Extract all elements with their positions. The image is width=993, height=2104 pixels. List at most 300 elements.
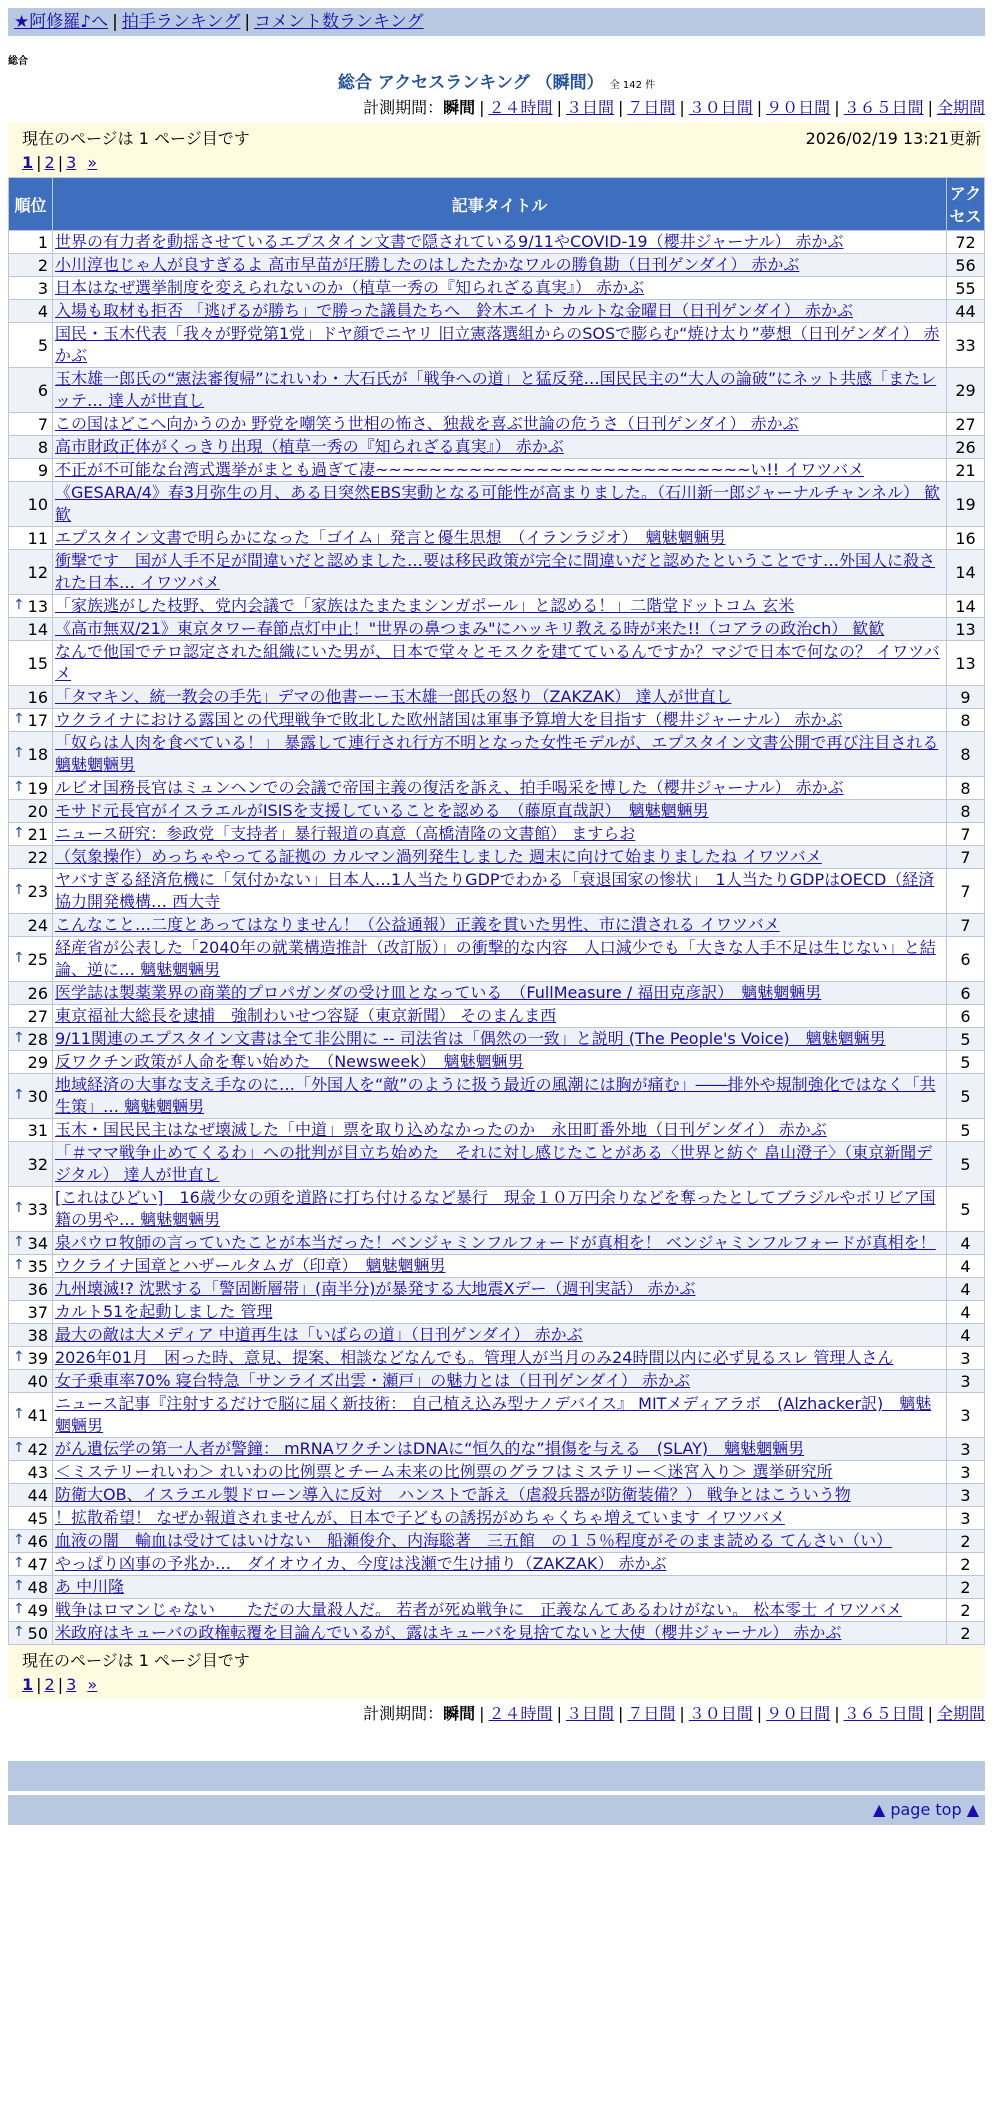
table-row — [9, 1119, 985, 1142]
article-link[interactable]: 玉木雄一郎氏の“憲法審復帰”にれいわ・大石氏が「戦争への道」と猛反発…国民民主の“大人の論破”にネット共感「またレッテ… 達人が世直し — [55, 369, 937, 410]
article-link[interactable]: 最大の敵は大メディア 中道再生は「いばらの道」（日刊ゲンダイ） 赤かぶ — [55, 1325, 583, 1344]
access-count: 3 — [947, 1461, 985, 1484]
rank-number: 45 — [27, 1508, 48, 1528]
rank-number: 47 — [27, 1554, 48, 1574]
pager-spacer — [79, 153, 84, 172]
article-link[interactable]: 東京福祉大総長を逮捕 強制わいせつ容疑（東京新聞） そのまんま西 — [55, 1006, 557, 1025]
article-link[interactable]: あ 中川隆 — [55, 1577, 125, 1596]
rank-cell — [9, 1074, 53, 1119]
article-link[interactable]: 不正が不可能な台湾式選挙がまとも過ぎて凄~~~~~~~~~~~~~~~~~~~~~~~~~~~~い!! イワツバメ — [55, 460, 864, 479]
article-link[interactable]: 反ワクチン政策が人命を奪い始めた （Newsweek） 魑魅魍魎男 — [55, 1052, 524, 1071]
period-link[interactable]: ９０日間 — [766, 98, 831, 117]
header-title: 記事タイトル — [53, 178, 947, 231]
article-link[interactable]: モサド元長官がイスラエルがISISを支援していることを認める （藤原直哉訳） 魑魅魍魎男 — [55, 801, 709, 820]
article-link[interactable]: ニュース記事『注射するだけで脳に届く新技術： 自己植え込み型ナノデバイス』 MITメディアラボ (Alzhacker訳) 魑魅魍魎男 — [55, 1394, 932, 1435]
rank-number: 16 — [27, 687, 48, 707]
title-cell — [53, 869, 947, 914]
rank-number: 26 — [27, 983, 48, 1003]
article-link[interactable]: 日本はなぜ選挙制度を変えられないのか（植草一秀の『知られざる真実』） 赤かぶ — [55, 278, 645, 297]
title-cell — [53, 1576, 947, 1599]
pager-spacer — [79, 1675, 84, 1694]
access-count: 14 — [947, 550, 985, 595]
period-link[interactable]: ９０日間 — [766, 1704, 831, 1723]
rank-cell — [9, 732, 53, 777]
table-row — [9, 1255, 985, 1278]
access-count: 8 — [947, 709, 985, 732]
rank-number: 4 — [37, 301, 48, 321]
table-row — [9, 618, 985, 641]
access-count: 4 — [947, 1232, 985, 1255]
rank-cell — [9, 1370, 53, 1393]
period-separator: | — [679, 98, 685, 117]
access-count: 6 — [947, 1005, 985, 1028]
access-count: 19 — [947, 482, 985, 527]
title-cell — [53, 1484, 947, 1507]
rank-number: 42 — [27, 1439, 48, 1459]
title-cell — [53, 1051, 947, 1074]
title-cell — [53, 1301, 947, 1324]
access-count: 27 — [947, 413, 985, 436]
updated-time: 2026/02/19 13:21更新 — [805, 129, 981, 148]
table-row — [9, 1232, 985, 1255]
article-link[interactable]: 防衛大OB、イスラエル製ドローン導入に反対 ハンストで訴え（虐殺兵器が防衛装備？） 戦争とはこういう物 — [55, 1485, 851, 1504]
rank-number: 5 — [37, 335, 48, 355]
table-row — [9, 1393, 985, 1438]
rank-number: 9 — [37, 460, 48, 480]
access-count: 29 — [947, 368, 985, 413]
access-count: 4 — [947, 1301, 985, 1324]
title-cell — [53, 1622, 947, 1645]
total-count: 全 142 件 — [609, 80, 656, 91]
up-arrow-icon: ↑ — [13, 744, 25, 761]
article-link[interactable]: 泉パウロ牧師の言っていたことが本当だった！ベンジャミンフルフォードが真相を！ ベンジャミンフルフォードが真相を！ — [55, 1233, 936, 1252]
period-separator: | — [834, 98, 840, 117]
article-link[interactable]: 「＃ママ戦争止めてくるわ」への批判が目立ち始めた それに対し感じたことがある〈世界と紡ぐ 畠山澄子〉（東京新聞デジタル） 達人が世直し — [55, 1143, 933, 1184]
access-count: 4 — [947, 1255, 985, 1278]
up-arrow-icon: ↑ — [13, 881, 25, 898]
article-link[interactable]: 戦争はロマンじゃない ただの大量殺人だ。 若者が死ぬ戦争に 正義なんてあるわけがない。 松本零士 イワツバメ — [55, 1600, 902, 1619]
table-row — [9, 641, 985, 686]
rank-cell — [9, 1051, 53, 1074]
title-cell — [53, 436, 947, 459]
article-link[interactable]: 2026年01月 困った時、意見、提案、相談などなんでも。管理人が当月のみ24時間以内に必ず見るスレ 管理人さん — [55, 1348, 894, 1367]
title-cell — [53, 1028, 947, 1051]
table-row — [9, 459, 985, 482]
rank-number: 46 — [27, 1531, 48, 1551]
article-link[interactable]: 米政府はキューバの政権転覆を目論んでいるが、露はキューバを見捨てないと大使（櫻井ジャーナル） 赤かぶ — [55, 1623, 842, 1642]
period-link[interactable]: ７日間 — [627, 1704, 676, 1723]
rank-number: 3 — [37, 278, 48, 298]
period-link[interactable]: ７日間 — [627, 98, 676, 117]
up-arrow-icon: ↑ — [13, 710, 25, 727]
rank-cell — [9, 1622, 53, 1645]
home-link[interactable]: ★阿修羅♪へ — [14, 12, 109, 32]
page-top-link[interactable]: ▲ page top ▲ — [872, 1800, 979, 1819]
article-link[interactable]: この国はどこへ向かうのか 野党を嘲笑う世相の怖さ、独裁を喜ぶ世論の危うさ（日刊ゲンダイ） 赤かぶ — [55, 414, 799, 433]
rank-cell — [9, 1005, 53, 1028]
period-separator: | — [756, 1704, 763, 1723]
article-link[interactable]: 入場も取材も拒否 「逃げるが勝ち」で勝った議員たちへ 鈴木エイト カルトな金曜日（日刊ゲンダイ） 赤かぶ — [55, 301, 853, 320]
rank-cell — [9, 231, 53, 254]
access-count: 9 — [947, 686, 985, 709]
article-link[interactable]: 9/11関連のエプスタイン文書は全て非公開に -- 司法省は「偶然の一致」と説明 (The People's Voice) 魑魅魍魎男 — [55, 1029, 886, 1048]
article-link[interactable]: 地域経済の大事な支え手なのに…「外国人を“敵”のように扱う最近の風潮には胸が痛む」――排外や規制強化ではなく「共生策」… 魑魅魍魎男 — [55, 1075, 936, 1116]
table-row — [9, 1028, 985, 1051]
title-cell — [53, 231, 947, 254]
article-link[interactable]: なんで他国でテロ認定された組織にいた男が、日本で堂々とモスクを建てているんですか？マジで日本で何なの？ イワツバメ — [55, 642, 940, 683]
rank-cell — [9, 1255, 53, 1278]
rank-number: 50 — [27, 1623, 48, 1643]
article-link[interactable]: ヤバすぎる経済危機に「気付かない」日本人…1人当たりGDPでわかる「衰退国家の惨状」 1人当たりGDPはOECD（経済協力開発機構… 西大寺 — [55, 870, 935, 911]
pager-next-link[interactable]: » — [87, 153, 98, 172]
table-row — [9, 527, 985, 550]
period-separator: | — [556, 98, 562, 117]
pager-separator: | — [57, 1675, 64, 1694]
top-nav-bar — [8, 8, 985, 36]
rank-number: 35 — [27, 1256, 48, 1276]
current-page-text: 現在のページは 1 ページ目です — [22, 129, 250, 148]
access-count: 3 — [947, 1484, 985, 1507]
article-link[interactable]: ニュース研究：参政党「支持者」暴行報道の真意（高橋清隆の文書館） ますらお — [55, 824, 636, 843]
period-separator: | — [927, 1704, 933, 1723]
title-cell — [53, 595, 947, 618]
table-row — [9, 937, 985, 982]
up-arrow-icon: ↑ — [13, 1199, 25, 1216]
table-row — [9, 1324, 985, 1347]
rank-cell — [9, 869, 53, 914]
page-info-bottom — [8, 1645, 985, 1699]
access-count: 13 — [947, 618, 985, 641]
rank-cell — [9, 1324, 53, 1347]
title-cell — [53, 254, 947, 277]
title-cell — [53, 1232, 947, 1255]
rank-number: 2 — [37, 255, 48, 275]
rank-number: 12 — [27, 562, 48, 582]
article-link[interactable]: 衝撃です 国が人手不足が間違いだと認めました…要は移民政策が完全に間違いだと認めたということです…外国人に殺された日本… イワツバメ — [55, 551, 936, 592]
article-link[interactable]: 世界の有力者を動揺させているエプスタイン文書で隠されている9/11やCOVID-19（櫻井ジャーナル） 赤かぶ — [55, 232, 844, 251]
rank-cell — [9, 277, 53, 300]
table-row — [9, 1484, 985, 1507]
period-separator: | — [756, 98, 763, 117]
access-count: 2 — [947, 1622, 985, 1645]
period-link[interactable]: ３０日間 — [688, 98, 753, 117]
access-count: 14 — [947, 595, 985, 618]
rank-cell — [9, 436, 53, 459]
access-count: 2 — [947, 1553, 985, 1576]
table-row — [9, 823, 985, 846]
title-cell — [53, 368, 947, 413]
rank-number: 37 — [27, 1302, 48, 1322]
ranking-title: 総合 アクセスランキング （瞬間） — [337, 73, 604, 93]
period-separator: | — [479, 1704, 485, 1723]
title-cell — [53, 982, 947, 1005]
rank-number: 11 — [27, 528, 48, 548]
up-arrow-icon: ↑ — [13, 949, 25, 966]
access-count: 8 — [947, 777, 985, 800]
rank-number: 6 — [37, 380, 48, 400]
access-count: 4 — [947, 1278, 985, 1301]
up-arrow-icon: ↑ — [13, 1233, 25, 1250]
rank-number: 44 — [27, 1485, 48, 1505]
period-label: 計測期間： — [363, 98, 444, 117]
article-link[interactable]: カルト51を起動しました 管理 — [55, 1302, 273, 1321]
pager-next-link[interactable]: » — [87, 1675, 98, 1694]
table-row — [9, 1438, 985, 1461]
up-arrow-icon: ↑ — [13, 824, 25, 841]
title-cell — [53, 1530, 947, 1553]
table-row — [9, 436, 985, 459]
up-arrow-icon: ↑ — [13, 1531, 25, 1548]
table-row — [9, 277, 985, 300]
rank-number: 27 — [27, 1006, 48, 1026]
title-cell — [53, 1393, 947, 1438]
table-row — [9, 709, 985, 732]
title-cell — [53, 1438, 947, 1461]
rank-number: 15 — [27, 653, 48, 673]
access-count: 3 — [947, 1347, 985, 1370]
rank-cell — [9, 914, 53, 937]
title-cell — [53, 527, 947, 550]
page-top-bar — [8, 1795, 985, 1825]
rank-cell — [9, 1484, 53, 1507]
table-row — [9, 732, 985, 777]
rank-number: 31 — [27, 1120, 48, 1140]
rank-cell — [9, 1028, 53, 1051]
title-cell — [53, 413, 947, 436]
period-link[interactable]: ３６５日間 — [843, 98, 924, 117]
pager-link[interactable]: 2 — [44, 153, 55, 172]
article-link[interactable]: ウクライナにおける露国との代理戦争で敗北した欧州諸国は軍事予算増大を目指す（櫻井ジャーナル） 赤かぶ — [55, 710, 843, 729]
pager-link[interactable]: 3 — [66, 1675, 77, 1694]
article-link[interactable]: がん遺伝学の第一人者が警鐘： mRNAワクチンはDNAに“恒久的な”損傷を与える (SLAY) 魑魅魍魎男 — [55, 1439, 805, 1458]
comment-ranking-link[interactable]: コメント数ランキング — [254, 12, 424, 32]
rank-cell — [9, 1438, 53, 1461]
table-row — [9, 1576, 985, 1599]
access-count: 8 — [947, 732, 985, 777]
title-cell — [53, 459, 947, 482]
period-link[interactable]: 全期間 — [936, 1704, 985, 1723]
table-row — [9, 1599, 985, 1622]
rank-number: 23 — [27, 881, 48, 901]
rank-cell — [9, 686, 53, 709]
rank-cell — [9, 550, 53, 595]
rank-cell — [9, 982, 53, 1005]
title-cell — [53, 800, 947, 823]
rank-cell — [9, 300, 53, 323]
title-cell — [53, 1507, 947, 1530]
article-link[interactable]: 「家族逃がした枝野、党内会議で「家族はたまたまシンガポール」と認める！」二階堂ドットコム 玄米 — [55, 596, 795, 615]
nav-separator: | — [244, 12, 251, 32]
access-count: 7 — [947, 869, 985, 914]
article-link[interactable]: 九州壊滅!? 沈黙する「警固断層帯」(南半分)が暴発する大地震Xデー（週刊実話） 赤かぶ — [55, 1279, 696, 1298]
article-link[interactable]: 《GESARA/4》春3月弥生の月、ある日突然EBS実動となる可能性が高まりました。（石川新一郎ジャーナルチャンネル） 歓歓 — [55, 483, 941, 524]
access-count: 44 — [947, 300, 985, 323]
access-count: 3 — [947, 1393, 985, 1438]
period-link[interactable]: ３６５日間 — [843, 1704, 924, 1723]
period-label: 計測期間： — [363, 1704, 444, 1723]
access-count: 6 — [947, 982, 985, 1005]
access-count: 55 — [947, 277, 985, 300]
rank-cell — [9, 1142, 53, 1187]
title-cell — [53, 709, 947, 732]
article-link[interactable]: [これはひどい] 16歳少女の頭を道路に打ち付けるなど暴行 現金１０万円余りなどを奪ったとしてブラジルやボリビア国籍の男や… 魑魅魍魎男 — [55, 1188, 936, 1229]
ranking-table — [8, 177, 985, 1645]
article-link[interactable]: やっぱり凶事の予兆か… ダイオウイカ、今度は浅瀬で生け捕り（ZAKZAK） 赤かぶ — [55, 1554, 667, 1573]
rank-cell — [9, 1461, 53, 1484]
title-cell — [53, 1599, 947, 1622]
up-arrow-icon: ↑ — [13, 1577, 25, 1594]
article-link[interactable]: ＜ミステリーれいわ＞ れいわの比例票とチーム未来の比例票のグラフはミステリー＜迷宮入り＞ 選挙研究所 — [55, 1462, 833, 1481]
title-cell — [53, 937, 947, 982]
section-tag: 総合 — [8, 56, 28, 67]
period-link[interactable]: ２４時間 — [488, 98, 553, 117]
access-count: 26 — [947, 436, 985, 459]
table-row — [9, 254, 985, 277]
rank-cell — [9, 1599, 53, 1622]
rank-cell — [9, 459, 53, 482]
up-arrow-icon: ↑ — [13, 1348, 25, 1365]
article-link[interactable]: 「奴らは人肉を食べている！」 暴露して連行され行方不明となった女性モデルが、エプスタイン文書公開で再び注目される 魑魅魍魎男 — [55, 733, 939, 774]
title-cell — [53, 1187, 947, 1232]
article-link[interactable]: 経産省が公表した「2040年の就業構造推計（改訂版）」の衝撃的な内容 人口減少でも「大きな人手不足は生じない」と結論、逆に… 魑魅魍魎男 — [55, 938, 936, 979]
rank-cell — [9, 1278, 53, 1301]
rank-cell — [9, 618, 53, 641]
table-row — [9, 777, 985, 800]
title-cell — [53, 1142, 947, 1187]
access-count: 3 — [947, 1438, 985, 1461]
access-count: 7 — [947, 846, 985, 869]
article-link[interactable]: 玉木・国民民主はなぜ壊滅した「中道」票を取り込めなかったのか 永田町番外地（日刊ゲンダイ） 赤かぶ — [55, 1120, 827, 1139]
up-arrow-icon: ↑ — [13, 1439, 25, 1456]
access-count: 5 — [947, 1074, 985, 1119]
table-header-row — [9, 178, 985, 231]
title-cell — [53, 1347, 947, 1370]
table-row — [9, 595, 985, 618]
up-arrow-icon: ↑ — [13, 596, 25, 613]
page-info-top — [8, 123, 985, 177]
rank-cell — [9, 1530, 53, 1553]
title-cell — [53, 846, 947, 869]
rank-number: 29 — [27, 1052, 48, 1072]
article-link[interactable]: 血液の闇 輸血は受けてはいけない 船瀬俊介、内海聡著 三五館 の１５％程度がそのまま読める てんさい（い） — [55, 1531, 893, 1550]
period-selector — [0, 97, 985, 119]
table-row — [9, 800, 985, 823]
up-arrow-icon: ↑ — [13, 1623, 25, 1640]
title-cell — [53, 1324, 947, 1347]
title-cell — [53, 1255, 947, 1278]
title-cell — [53, 1553, 947, 1576]
rank-number: 43 — [27, 1462, 48, 1482]
article-link[interactable]: 医学誌は製薬業界の商業的プロパガンダの受け皿となっている （FullMeasure / 福田克彦訳） 魑魅魍魎男 — [55, 983, 822, 1002]
rank-number: 41 — [27, 1405, 48, 1425]
access-count: 5 — [947, 1028, 985, 1051]
title-cell — [53, 914, 947, 937]
access-count: 5 — [947, 1187, 985, 1232]
article-link[interactable]: 国民・玉木代表「我々が野党第1党」ドヤ顔でニヤリ 旧立憲落選組からのSOSで膨らむ“焼け太り”夢想（日刊ゲンダイ） 赤かぶ — [55, 324, 940, 365]
article-link[interactable]: 「タマキン、統一教会の手先」デマの他書ーー玉木雄一郎氏の怒り（ZAKZAK） 達人が世直し — [55, 687, 732, 706]
rank-number: 7 — [37, 414, 48, 434]
article-link[interactable]: こんなこと…二度とあってはなりません！（公益通報）正義を貫いた男性、市に潰される イワツバメ — [55, 915, 780, 934]
rank-cell — [9, 482, 53, 527]
applause-ranking-link[interactable]: 拍手ランキング — [121, 12, 241, 32]
pager-separator: | — [36, 1675, 42, 1694]
period-link[interactable]: ３日間 — [565, 1704, 614, 1723]
up-arrow-icon: ↑ — [13, 1554, 25, 1571]
article-link[interactable]: ルビオ国務長官はミュンヘンでの会議で帝国主義の復活を訴え、拍手喝采を博した（櫻井ジャーナル） 赤かぶ — [55, 778, 844, 797]
access-count: 13 — [947, 641, 985, 686]
table-row — [9, 1370, 985, 1393]
article-link[interactable]: ウクライナ国章とハザールタムガ（印章） 魑魅魍魎男 — [55, 1256, 446, 1275]
rank-cell — [9, 641, 53, 686]
rank-number: 1 — [37, 232, 48, 252]
rank-number: 30 — [27, 1086, 48, 1106]
period-link[interactable]: 全期間 — [936, 98, 985, 117]
rank-cell — [9, 823, 53, 846]
rank-cell — [9, 1301, 53, 1324]
rank-number: 49 — [27, 1600, 48, 1620]
table-row — [9, 1278, 985, 1301]
period-link[interactable]: ３日間 — [565, 98, 614, 117]
page-title — [0, 68, 993, 93]
article-link[interactable]: 小川淳也じゃ人が良すぎるよ 高市早苗が圧勝したのはしたたかなワルの勝負勘（日刊ゲンダイ） 赤かぶ — [55, 255, 800, 274]
access-count: 5 — [947, 1119, 985, 1142]
title-cell — [53, 1370, 947, 1393]
up-arrow-icon: ↑ — [13, 1405, 25, 1422]
rank-number: 10 — [27, 494, 48, 514]
period-link[interactable]: ３０日間 — [688, 1704, 753, 1723]
article-link[interactable]: ！拡散希望！ なぜか報道されませんが、日本で子どもの誘拐がめちゃくちゃ増えています イワツバメ — [55, 1508, 785, 1527]
rank-number: 48 — [27, 1577, 48, 1597]
pager-link[interactable]: 2 — [44, 1675, 55, 1694]
pager-separator: | — [36, 153, 42, 172]
footer-bar — [8, 1761, 985, 1791]
article-link[interactable]: 女子乗車率70% 寝台特急「サンライズ出雲・瀬戸」の魅力とは（日刊ゲンダイ） 赤かぶ — [55, 1371, 691, 1390]
period-separator: | — [617, 1704, 624, 1723]
pager-link[interactable]: 1 — [22, 153, 34, 172]
access-count: 2 — [947, 1576, 985, 1599]
header-rank: 順位 — [9, 178, 53, 231]
title-cell — [53, 641, 947, 686]
rank-number: 38 — [27, 1325, 48, 1345]
table-row — [9, 368, 985, 413]
access-count: 16 — [947, 527, 985, 550]
rank-number: 8 — [37, 437, 48, 457]
period-link[interactable]: ２４時間 — [488, 1704, 553, 1723]
pager-link[interactable]: 1 — [22, 1675, 34, 1694]
title-cell — [53, 482, 947, 527]
up-arrow-icon: ↑ — [13, 1256, 25, 1273]
article-link[interactable]: （気象操作）めっちゃやってる証拠の カルマン渦列発生しました 週末に向けて始まりましたね イワツバメ — [55, 847, 822, 866]
period-separator: | — [927, 98, 933, 117]
period-separator: | — [679, 1704, 685, 1723]
rank-number: 17 — [27, 710, 48, 730]
rank-number: 34 — [27, 1233, 48, 1253]
title-cell — [53, 1074, 947, 1119]
article-link[interactable]: 《高市無双/21》東京タワー春節点灯中止！"世界の鼻つまみ"にハッキリ教える時が来た!!（コアラの政治ch） 歓歓 — [55, 619, 885, 638]
table-row — [9, 300, 985, 323]
article-link[interactable]: エプスタイン文書で明らかになった「ゴイム」発言と優生思想 （イランラジオ） 魑魅魍魎男 — [55, 528, 726, 547]
title-cell — [53, 1005, 947, 1028]
table-row — [9, 1187, 985, 1232]
rank-cell — [9, 709, 53, 732]
pager-link[interactable]: 3 — [66, 153, 77, 172]
table-row — [9, 846, 985, 869]
rank-number: 19 — [27, 778, 48, 798]
article-link[interactable]: 高市財政正体がくっきり出現（植草一秀の『知られざる真実』） 赤かぶ — [55, 437, 564, 456]
title-cell — [53, 732, 947, 777]
title-cell — [53, 277, 947, 300]
rank-cell — [9, 1119, 53, 1142]
